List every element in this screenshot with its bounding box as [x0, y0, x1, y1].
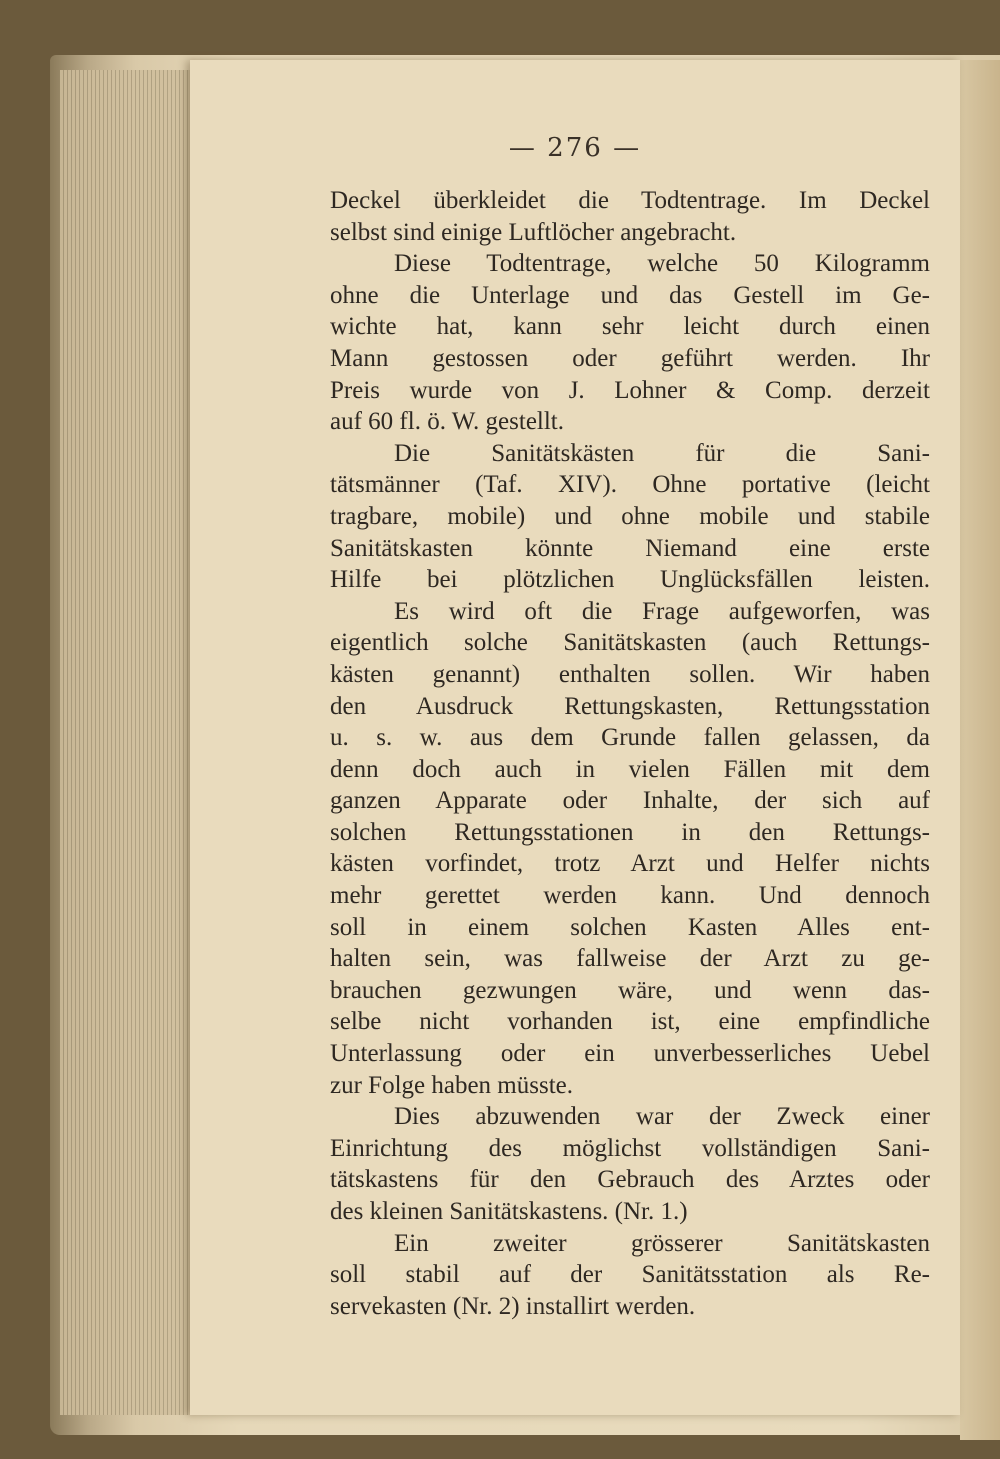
text-line — [330, 469, 930, 501]
text-line-content: halten sein, was fallweise der Arzt zu ge- — [330, 945, 930, 973]
text-line — [330, 564, 930, 596]
text-line — [330, 754, 930, 786]
text-line — [330, 438, 930, 470]
text-line — [330, 912, 930, 944]
text-line — [330, 311, 930, 343]
text-line — [330, 1101, 930, 1133]
text-line-content: Einrichtung des möglichst vollständigen Sani- — [330, 1134, 930, 1162]
text-line — [330, 375, 930, 407]
text-line — [330, 817, 930, 849]
text-line-content: ohne die Unterlage und das Gestell im Ge- — [330, 281, 930, 309]
text-line-content: den Ausdruck Rettungskasten, Rettungsstation — [330, 692, 930, 720]
text-line-content: soll in einem solchen Kasten Alles ent- — [330, 913, 930, 941]
text-line-content: Ein zweiter grösserer Sanitätskasten — [394, 1229, 930, 1257]
text-line-content: Preis wurde von J. Lohner & Comp. derzeit — [330, 376, 930, 404]
text-line — [330, 280, 930, 312]
text-line — [330, 691, 930, 723]
text-line-content: tätsmänner (Taf. XIV). Ohne portative (leicht — [330, 471, 930, 499]
text-line — [330, 406, 930, 438]
text-line-content: tragbare, mobile) und ohne mobile und stabile — [330, 502, 930, 530]
text-line — [330, 1259, 930, 1291]
text-line — [330, 1006, 930, 1038]
page-edges — [60, 70, 190, 1415]
text-line — [330, 533, 930, 565]
text-line — [330, 1291, 930, 1323]
text-line-content: Die Sanitätskästen für die Sani- — [394, 439, 930, 467]
text-line-content: Es wird oft die Frage aufgeworfen, was — [394, 597, 930, 625]
page-number: — 276 — — [508, 133, 642, 163]
text-line-content: Unterlassung oder ein unverbesserliches Uebel — [330, 1040, 930, 1068]
text-line — [330, 1070, 930, 1102]
text-line-content: wichte hat, kann sehr leicht durch einen — [330, 313, 930, 341]
text-line — [330, 217, 930, 249]
text-line — [330, 722, 930, 754]
text-line — [330, 501, 930, 533]
text-line-content: tätskastens für den Gebrauch des Arztes oder — [330, 1166, 930, 1194]
text-line-content: u. s. w. aus dem Grunde fallen gelassen, da — [330, 724, 930, 752]
text-line — [330, 848, 930, 880]
text-line-content: servekasten (Nr. 2) installirt werden. — [330, 1292, 696, 1320]
background — [50, 0, 1000, 60]
text-line — [330, 1038, 930, 1070]
text-line-content: kästen genannt) enthalten sollen. Wir haben — [330, 660, 930, 688]
facing-page-edge — [960, 60, 1000, 1440]
text-line-content: eigentlich solche Sanitätskasten (auch Rettungs- — [330, 629, 930, 657]
text-line — [330, 596, 930, 628]
text-line — [330, 627, 930, 659]
text-line-content: Diese Todtentrage, welche 50 Kilogramm — [394, 250, 930, 278]
text-line-content: solchen Rettungsstationen in den Rettungs- — [330, 818, 930, 846]
text-line-content: auf 60 fl. ö. W. gestellt. — [330, 408, 564, 436]
text-line-content: selbst sind einige Luftlöcher angebracht. — [330, 218, 737, 246]
text-line — [330, 943, 930, 975]
text-line — [330, 1164, 930, 1196]
text-line-content: kästen vorfindet, trotz Arzt und Helfer nichts — [330, 850, 930, 878]
text-line — [330, 975, 930, 1007]
body-text — [330, 185, 930, 1322]
text-line-content: Deckel überkleidet die Todtentrage. Im Deckel — [330, 187, 930, 214]
text-line-content: Mann gestossen oder geführt werden. Ihr — [330, 344, 930, 372]
text-line — [330, 659, 930, 691]
text-line — [330, 343, 930, 375]
text-line-content: zur Folge haben müsste. — [330, 1071, 574, 1099]
text-line-content: soll stabil auf der Sanitätsstation als Re- — [330, 1261, 930, 1289]
text-line-content: selbe nicht vorhanden ist, eine empfindliche — [330, 1008, 930, 1036]
text-line-content: Hilfe bei plötzlichen Unglücksfällen leisten. — [330, 566, 930, 594]
text-line — [330, 185, 930, 217]
text-line — [330, 785, 930, 817]
text-line-content: denn doch auch in vielen Fällen mit dem — [330, 755, 930, 783]
text-line-content: mehr gerettet werden kann. Und dennoch — [330, 882, 930, 910]
text-line-content: Dies abzuwenden war der Zweck einer — [394, 1103, 930, 1131]
text-line — [330, 1133, 930, 1165]
text-line — [330, 880, 930, 912]
text-line — [330, 248, 930, 280]
text-line — [330, 1196, 930, 1228]
text-line-content: Sanitätskasten könnte Niemand eine erste — [330, 534, 930, 562]
text-line — [330, 1228, 930, 1260]
text-line-content: brauchen gezwungen wäre, und wenn das- — [330, 976, 930, 1004]
text-line-content: ganzen Apparate oder Inhalte, der sich auf — [330, 787, 930, 815]
text-line-content: des kleinen Sanitätskastens. (Nr. 1.) — [330, 1198, 688, 1225]
